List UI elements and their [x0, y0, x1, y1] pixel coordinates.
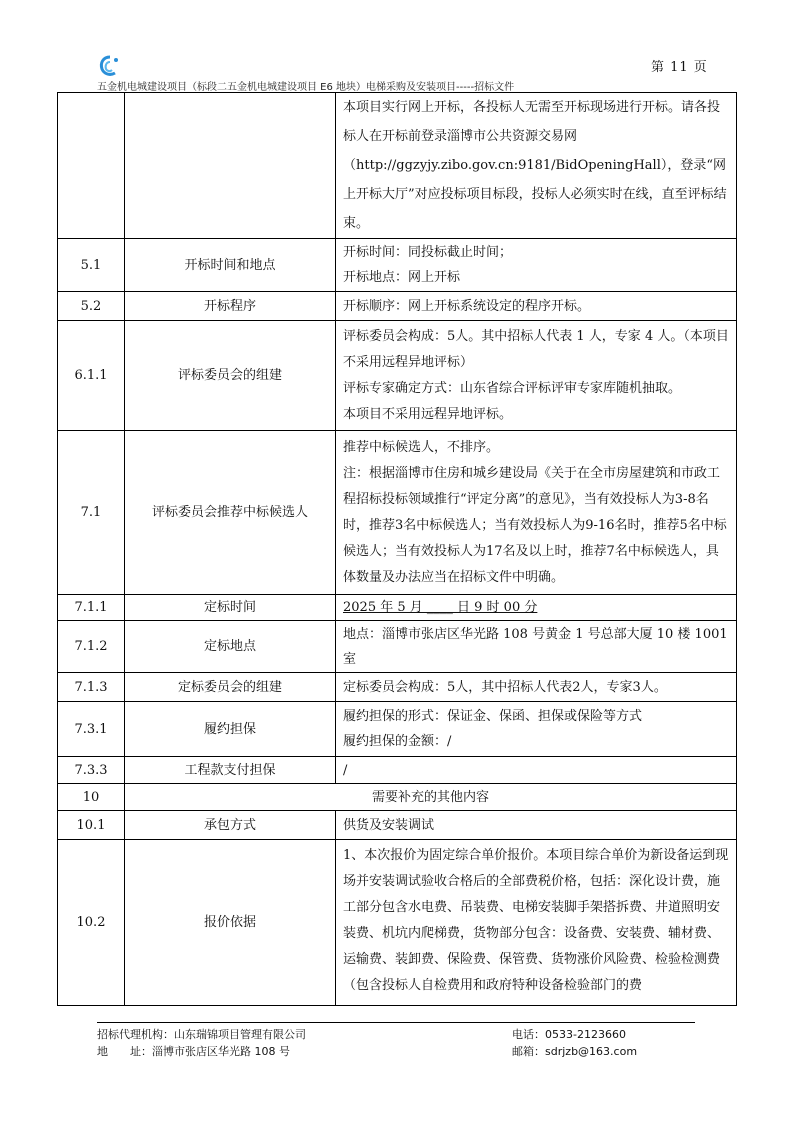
footer-address-label: 地 址： [97, 1045, 152, 1058]
table-row [58, 93, 737, 239]
company-logo-icon [97, 54, 123, 80]
clause-line: 供货及安装调试 [343, 817, 435, 833]
footer-email [512, 1043, 637, 1059]
clause-number: 5.1 [58, 239, 125, 292]
table-row [58, 321, 737, 431]
clause-item: 工程款支付担保 [125, 757, 336, 784]
footer-phone-label: 电话： [512, 1028, 545, 1041]
footer-address [97, 1043, 290, 1059]
clause-line: 开标地点：网上开标 [343, 270, 461, 285]
footer-phone [512, 1026, 626, 1042]
clause-line: 2025 年 5 月 ____ 日 9 时 00 分 [343, 600, 538, 615]
clause-line: 地点：淄博市张店区华光路 108 号黄金 1 号总部大厦 10 楼 1001 室 [343, 626, 728, 667]
clause-content [336, 811, 737, 840]
clause-line: 评标委员会构成：5人。其中招标人代表 1 人，专家 4 人。（本项目不采用远程异地评标） [343, 328, 729, 370]
table-row [58, 621, 737, 673]
clause-number: 7.1.2 [58, 621, 125, 673]
clause-line: 开标时间：同投标截止时间； [343, 245, 513, 260]
table-row [58, 292, 737, 321]
footer-email-label: 邮箱： [512, 1045, 545, 1058]
clause-item: 定标时间 [125, 595, 336, 621]
clause-content [336, 702, 737, 757]
clause-number: 7.3.3 [58, 757, 125, 784]
clause-content [336, 239, 737, 292]
clause-line: 履约担保的金额：/ [343, 734, 452, 749]
table-row [58, 595, 737, 621]
table-row [58, 702, 737, 757]
clause-number: 10 [58, 784, 125, 811]
page-number: 第 11 页 [651, 60, 708, 75]
clause-number: 10.1 [58, 811, 125, 840]
clause-line: / [343, 762, 348, 778]
clause-number: 7.1 [58, 431, 125, 595]
footer-agency-label: 招标代理机构： [97, 1028, 174, 1041]
clause-line: 定标委员会构成：5人，其中招标人代表2人，专家3人。 [343, 679, 667, 695]
clause-content [336, 621, 737, 673]
clause-content [336, 93, 737, 239]
clause-line: 开标顺序：网上开标系统设定的程序开标。 [343, 298, 591, 314]
table-row [58, 811, 737, 840]
table-row [58, 431, 737, 595]
clause-number: 7.1.3 [58, 673, 125, 702]
clause-content [336, 431, 737, 595]
table-row [58, 757, 737, 784]
clause-item: 履约担保 [125, 702, 336, 757]
clause-line: 评标专家确定方式：山东省综合评标评审专家库随机抽取。 [343, 380, 682, 396]
footer-agency-name: 山东瑞锦项目管理有限公司 [174, 1028, 306, 1041]
footer-address-value: 淄博市张店区华光路 108 号 [152, 1045, 290, 1058]
footer-agency [97, 1026, 306, 1042]
table-row [58, 784, 737, 811]
clause-content [336, 673, 737, 702]
clause-content [336, 292, 737, 321]
clause-number: 5.2 [58, 292, 125, 321]
bid-data-table [57, 92, 737, 1006]
clause-number: 7.3.1 [58, 702, 125, 757]
clause-item: 开标时间和地点 [125, 239, 336, 292]
clause-content [336, 595, 737, 621]
clause-content [336, 321, 737, 431]
clause-item: 定标地点 [125, 621, 336, 673]
clause-item [125, 93, 336, 239]
document-header-title: 五金机电城建设项目（标段二五金机电城建设项目 E6 地块）电梯采购及安装项目-----招标文件 [97, 82, 515, 93]
clause-number: 7.1.1 [58, 595, 125, 621]
table-row [58, 673, 737, 702]
footer-phone-value: 0533-2123660 [545, 1028, 626, 1041]
section-heading: 需要补充的其他内容 [125, 784, 737, 811]
clause-line: 履约担保的形式：保证金、保函、担保或保险等方式 [343, 709, 643, 724]
clause-line: 本项目不采用远程异地评标。 [343, 406, 513, 422]
clause-item: 定标委员会的组建 [125, 673, 336, 702]
clause-line: 推荐中标候选人，不排序。 [343, 439, 500, 455]
table-row [58, 840, 737, 1006]
clause-content [336, 757, 737, 784]
clause-item: 评标委员会推荐中标候选人 [125, 431, 336, 595]
clause-item: 承包方式 [125, 811, 336, 840]
clause-number [58, 93, 125, 239]
clause-line: 本项目实行网上开标，各投标人无需至开标现场进行开标。请各投标人在开标前登录淄博市公共资源交易网（http://ggzyjy.zibo.gov.cn:9181/BidOpeningHall），登录“网上开标大厅”对应投标项目标段，投标人必须实时在线，直至评标结束。 [343, 100, 727, 231]
footer-rule [97, 1022, 695, 1023]
clause-line: 注：根据淄博市住房和城乡建设局《关于在全市房屋建筑和市政工程招标投标领域推行“评定分离”的意见》，当有效投标人为3-8名时，推荐3名中标候选人；当有效投标人为9-16名时，推荐5名中标候选人；当有效投标人为17名及以上时，推荐7名中标候选人，具体数量及办法应当在招标文件中明确。 [343, 465, 727, 585]
clause-content [336, 840, 737, 1006]
footer-email-value: sdrjzb@163.com [545, 1045, 638, 1058]
clause-line: 1、本次报价为固定综合单价报价。本项目综合单价为新设备运到现场并安装调试验收合格后的全部费税价格，包括：深化设计费，施工部分包含水电费、吊装费、电梯安装脚手架搭拆费、井道照明安装费、机坑内爬梯费，货物部分包含：设备费、安装费、辅材费、运输费、装卸费、保险费、保管费、货物涨价风险费、检验检测费（包含投标人自检费用和政府特种设备检验部门的费 [343, 848, 729, 993]
clause-item: 开标程序 [125, 292, 336, 321]
table-row [58, 239, 737, 292]
clause-number: 6.1.1 [58, 321, 125, 431]
clause-item: 报价依据 [125, 840, 336, 1006]
clause-number: 10.2 [58, 840, 125, 1006]
clause-item: 评标委员会的组建 [125, 321, 336, 431]
